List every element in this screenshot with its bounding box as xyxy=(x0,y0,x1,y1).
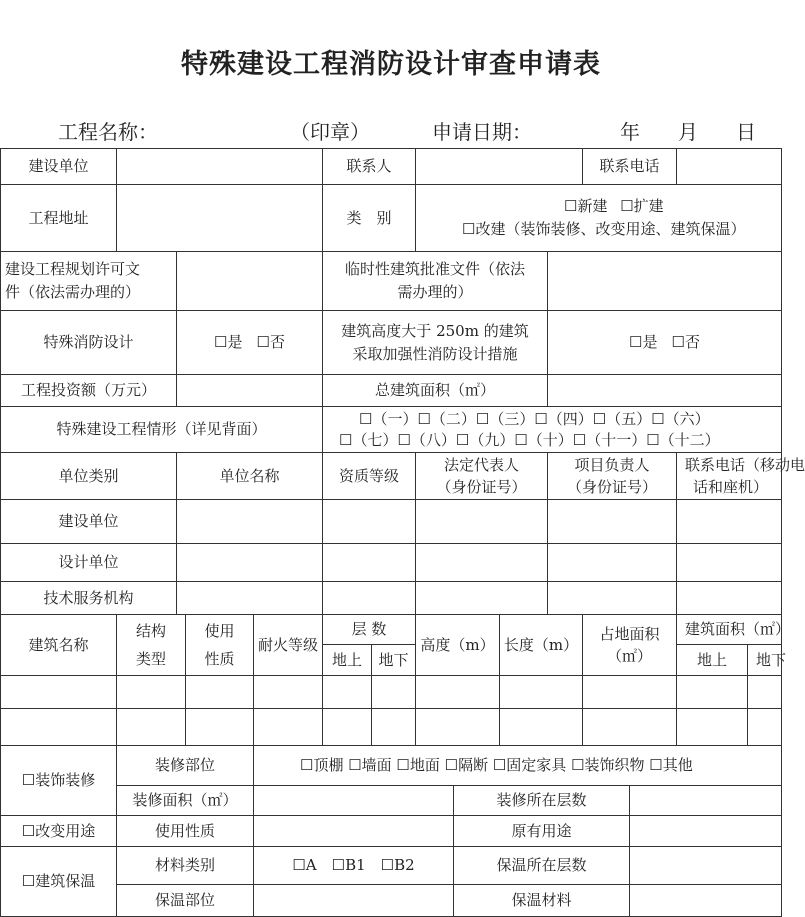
insulation-material-label: 保温材料 xyxy=(453,884,630,917)
contact-field[interactable] xyxy=(415,148,583,185)
table-cell[interactable] xyxy=(499,708,583,746)
total-area-field[interactable] xyxy=(547,374,782,407)
table-cell[interactable] xyxy=(176,499,323,544)
decoration-parts-checkboxes[interactable]: ☐顶棚 ☐墙面 ☐地面 ☐隔断 ☐固定家具 ☐装饰织物 ☐其他 xyxy=(300,756,693,774)
unit-row-label: 技术服务机构 xyxy=(0,581,177,615)
insulation-part-label: 保温部位 xyxy=(116,884,254,917)
table-cell[interactable] xyxy=(116,708,186,746)
decoration-floors-field[interactable] xyxy=(629,785,782,816)
building-name-header: 建筑名称 xyxy=(0,614,117,676)
table-cell[interactable] xyxy=(547,499,677,544)
table-cell[interactable] xyxy=(322,581,416,615)
table-cell[interactable] xyxy=(415,543,548,582)
table-cell[interactable] xyxy=(676,708,748,746)
new-checkbox[interactable]: ☐新建 xyxy=(564,197,608,215)
floors-below-header: 地下 xyxy=(371,644,416,676)
pm-line2: （身份证号） xyxy=(566,478,657,496)
insulation-floors-label: 保温所在层数 xyxy=(453,846,630,885)
table-cell[interactable] xyxy=(415,581,548,615)
insulation-material-field[interactable] xyxy=(629,884,782,917)
use-nature-field[interactable] xyxy=(253,815,454,847)
table-cell[interactable] xyxy=(676,581,782,615)
height-header: 高度（m） xyxy=(415,614,500,676)
situation-options-line1[interactable]: ☐（一）☐（二）☐（三）☐（四）☐（五）☐（六） xyxy=(359,409,710,428)
table-cell[interactable] xyxy=(415,708,500,746)
height-yes-checkbox[interactable]: ☐是 xyxy=(629,333,658,351)
temp-label-line2: 需办理的） xyxy=(397,283,473,301)
legal-rep-header xyxy=(415,452,548,500)
decoration-parts-options xyxy=(253,745,782,786)
phone-field[interactable] xyxy=(676,148,782,185)
temp-building-field[interactable] xyxy=(547,251,782,311)
floors-above-header: 地上 xyxy=(322,644,372,676)
unit-type-header: 单位类别 xyxy=(0,452,177,500)
table-cell[interactable] xyxy=(185,675,254,709)
unit-name-header: 单位名称 xyxy=(176,452,323,500)
table-cell[interactable] xyxy=(0,675,117,709)
table-cell[interactable] xyxy=(176,543,323,582)
temp-label-line1: 临时性建筑批准文件（依法 xyxy=(344,260,525,278)
structure-line1: 结构 xyxy=(135,622,166,640)
table-cell[interactable] xyxy=(322,675,372,709)
seal-label: （印章） xyxy=(290,120,370,144)
expand-checkbox[interactable]: ☐扩建 xyxy=(620,197,664,215)
address-field[interactable] xyxy=(116,184,323,252)
unit-row-label: 设计单位 xyxy=(0,543,177,582)
fire-rating-header: 耐火等级 xyxy=(253,614,323,676)
table-cell[interactable] xyxy=(0,708,117,746)
use-line1: 使用 xyxy=(204,622,235,640)
total-area-label: 总建筑面积（㎡） xyxy=(322,374,548,407)
builder-label: 建设单位 xyxy=(0,148,117,185)
length-header: 长度（m） xyxy=(499,614,583,676)
table-cell[interactable] xyxy=(371,708,416,746)
pm-line1: 项目负责人 xyxy=(574,456,650,474)
builder-field[interactable] xyxy=(116,148,323,185)
insulation-floors-field[interactable] xyxy=(629,846,782,885)
month-label: 月 xyxy=(678,120,698,144)
table-cell[interactable] xyxy=(415,499,548,544)
height-measure-label xyxy=(322,310,548,375)
material-type-options xyxy=(253,846,454,885)
height-label-line2: 采取加强性消防设计措施 xyxy=(352,344,518,363)
table-cell[interactable] xyxy=(116,675,186,709)
situation-options xyxy=(322,406,782,453)
table-cell[interactable] xyxy=(253,675,323,709)
permit-field[interactable] xyxy=(176,251,323,311)
special-design-options xyxy=(176,310,323,375)
day-label: 日 xyxy=(736,120,756,144)
table-cell[interactable] xyxy=(676,499,782,544)
use-line2: 性质 xyxy=(204,650,235,668)
building-area-header: 建筑面积（㎡） xyxy=(676,614,782,645)
legal-rep-line1: 法定代表人 xyxy=(443,456,519,474)
contact-label: 联系人 xyxy=(322,148,416,185)
change-use-checkbox[interactable]: ☐改变用途 xyxy=(0,815,117,847)
unit-phone-line2: 话和座机） xyxy=(693,478,769,496)
table-cell[interactable] xyxy=(747,675,782,709)
table-cell[interactable] xyxy=(322,543,416,582)
unit-phone-line1: 联系电话（移动电 xyxy=(685,456,805,474)
structure-type-header xyxy=(116,614,186,676)
table-cell[interactable] xyxy=(322,499,416,544)
special-no-checkbox[interactable]: ☐否 xyxy=(256,333,285,351)
insulation-part-field[interactable] xyxy=(253,884,454,917)
material-type-checkboxes[interactable]: ☐A ☐B1 ☐B2 xyxy=(292,856,415,874)
project-manager-header xyxy=(547,452,677,500)
table-cell[interactable] xyxy=(676,543,782,582)
investment-label: 工程投资额（万元） xyxy=(0,374,177,407)
table-cell[interactable] xyxy=(582,708,677,746)
unit-grade-header: 资质等级 xyxy=(322,452,416,500)
height-measure-options xyxy=(547,310,782,375)
situation-options-line2[interactable]: ☐（七）☐（八）☐（九）☐（十）☐（十一）☐（十二） xyxy=(339,430,720,449)
investment-field[interactable] xyxy=(176,374,323,407)
structure-line2: 类型 xyxy=(135,650,166,668)
table-cell[interactable] xyxy=(371,675,416,709)
table-cell[interactable] xyxy=(676,675,748,709)
category-options xyxy=(415,184,782,252)
table-cell[interactable] xyxy=(499,675,583,709)
table-cell[interactable] xyxy=(547,543,677,582)
permit-label-line2: 件（依法需办理的） xyxy=(5,283,141,301)
footprint-line1: 占地面积 xyxy=(599,625,660,643)
special-yes-checkbox[interactable]: ☐是 xyxy=(214,333,243,351)
use-nature-header xyxy=(185,614,254,676)
insulation-checkbox[interactable]: ☐建筑保温 xyxy=(0,846,117,917)
table-cell[interactable] xyxy=(747,708,782,746)
category-label: 类 别 xyxy=(322,184,416,252)
unit-phone-header xyxy=(676,452,805,500)
decoration-area-field[interactable] xyxy=(253,785,454,816)
phone-label: 联系电话 xyxy=(582,148,677,185)
height-no-checkbox[interactable]: ☐否 xyxy=(671,333,700,351)
table-cell[interactable] xyxy=(415,675,500,709)
table-cell[interactable] xyxy=(582,675,677,709)
decoration-floors-label: 装修所在层数 xyxy=(453,785,630,816)
legal-rep-line2: （身份证号） xyxy=(436,478,527,496)
permit-label xyxy=(0,251,177,311)
year-label: 年 xyxy=(620,120,640,144)
decoration-checkbox[interactable]: ☐装饰装修 xyxy=(0,745,117,816)
unit-row-label: 建设单位 xyxy=(0,499,177,544)
table-cell[interactable] xyxy=(176,581,323,615)
original-use-label: 原有用途 xyxy=(453,815,630,847)
floors-header: 层 数 xyxy=(322,614,416,645)
permit-label-line1: 建设工程规划许可文 xyxy=(5,260,141,278)
table-cell[interactable] xyxy=(322,708,372,746)
situation-label: 特殊建设工程情形（详见背面） xyxy=(0,406,323,453)
project-name-label: 工程名称： xyxy=(58,120,158,144)
area-below-header: 地下 xyxy=(747,644,782,676)
table-cell[interactable] xyxy=(253,708,323,746)
address-label: 工程地址 xyxy=(0,184,117,252)
footprint-line2: （㎡） xyxy=(606,647,652,665)
area-above-header: 地上 xyxy=(676,644,748,676)
apply-date-label: 申请日期： xyxy=(432,120,532,144)
decoration-area-label: 装修面积（㎡） xyxy=(116,785,254,816)
original-use-field[interactable] xyxy=(629,815,782,847)
rebuild-checkbox[interactable]: ☐改建（装饰装修、改变用途、建筑保温） xyxy=(462,220,746,238)
decoration-part-label: 装修部位 xyxy=(116,745,254,786)
table-cell[interactable] xyxy=(547,581,677,615)
height-label-line1: 建筑高度大于 250m 的建筑 xyxy=(341,321,529,340)
material-type-label: 材料类别 xyxy=(116,846,254,885)
footprint-header xyxy=(582,614,677,676)
temp-building-label xyxy=(322,251,548,311)
page-title: 特殊建设工程消防设计审查申请表 xyxy=(181,49,601,80)
special-design-label: 特殊消防设计 xyxy=(0,310,177,375)
use-nature-label: 使用性质 xyxy=(116,815,254,847)
table-cell[interactable] xyxy=(185,708,254,746)
